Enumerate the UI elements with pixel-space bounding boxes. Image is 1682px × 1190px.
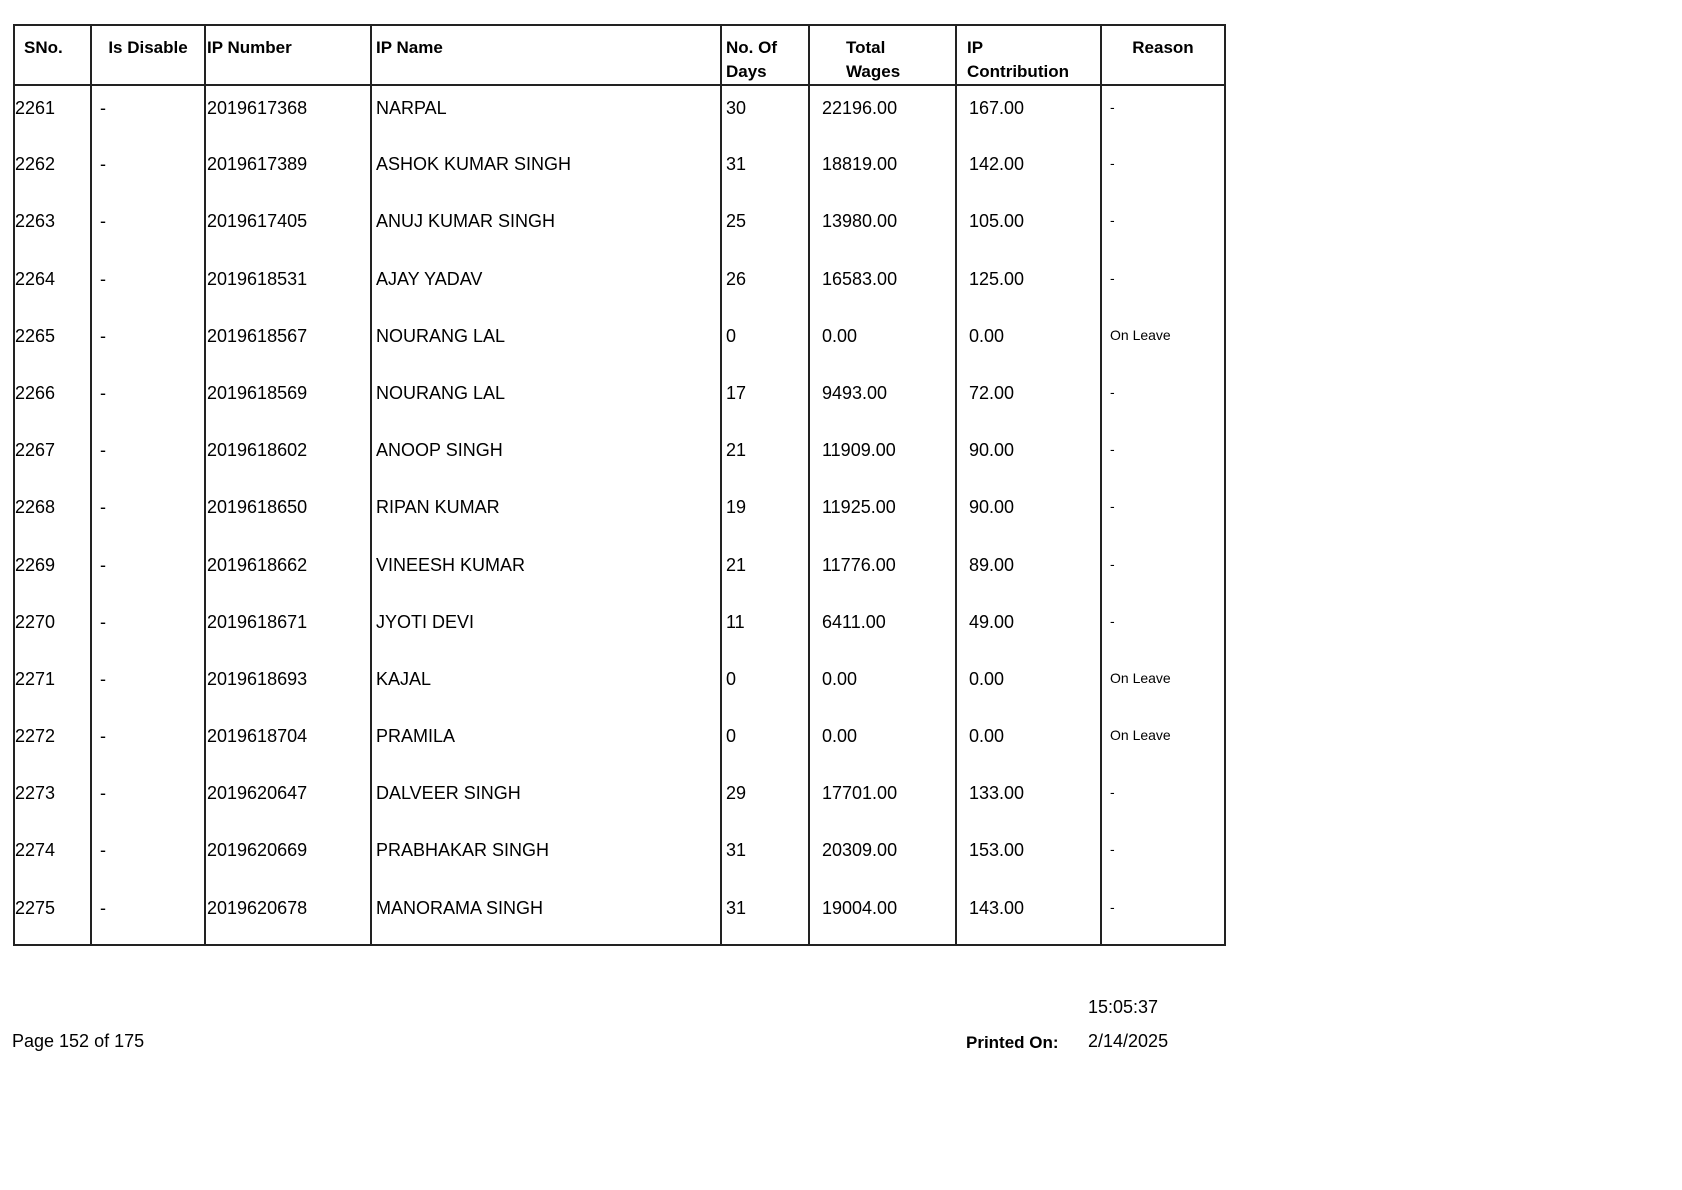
cell-ip-name: PRAMILA (371, 714, 721, 771)
cell-total-wages: 20309.00 (809, 828, 956, 885)
table-row (14, 314, 1225, 371)
cell-sno: 2265 (15, 325, 56, 346)
cell-ip-name: ASHOK KUMAR SINGH (371, 142, 721, 199)
cell-no-of-days: 25 (721, 199, 809, 256)
table-header (14, 25, 1225, 85)
cell-ip-contribution: 72.00 (956, 371, 1101, 428)
cell-ip-name: MANORAMA SINGH (371, 886, 721, 945)
cell-ip-contribution: 89.00 (956, 543, 1101, 600)
cell-reason: - (1101, 428, 1225, 485)
cell-total-wages: 18819.00 (809, 142, 956, 199)
cell-no-of-days: 31 (721, 886, 809, 945)
cell-is-disable: - (91, 714, 205, 771)
cell-total-wages: 13980.00 (809, 199, 956, 256)
cell-is-disable: - (91, 199, 205, 256)
cell-is-disable: - (91, 600, 205, 657)
cell-ip-number: 2019618671 (205, 600, 371, 657)
cell-total-wages: 16583.00 (809, 257, 956, 314)
cell-is-disable: - (91, 771, 205, 828)
header-no-of-days-line1: No. Of (726, 38, 777, 57)
cell-ip-number: 2019617368 (205, 85, 371, 142)
table-row (14, 199, 1225, 256)
cell-total-wages: 19004.00 (809, 886, 956, 945)
cell-ip-contribution: 167.00 (956, 85, 1101, 142)
cell-total-wages: 11776.00 (809, 543, 956, 600)
page-indicator: Page 152 of 175 (12, 1031, 145, 1051)
table-row (14, 428, 1225, 485)
header-is-disable: Is Disable (91, 25, 205, 85)
table-row (14, 543, 1225, 600)
cell-reason: - (1101, 828, 1225, 885)
cell-ip-contribution: 0.00 (956, 314, 1101, 371)
cell-total-wages: 11909.00 (809, 428, 956, 485)
cell-is-disable: - (91, 371, 205, 428)
cell-sno: 2264 (15, 268, 56, 289)
cell-total-wages: 9493.00 (809, 371, 956, 428)
cell-no-of-days: 30 (721, 85, 809, 142)
cell-reason: On Leave (1101, 714, 1225, 771)
cell-no-of-days: 0 (721, 314, 809, 371)
cell-is-disable: - (91, 886, 205, 945)
cell-ip-number: 2019618602 (205, 428, 371, 485)
cell-ip-name: KAJAL (371, 657, 721, 714)
header-reason: Reason (1101, 25, 1225, 85)
cell-ip-name: ANOOP SINGH (371, 428, 721, 485)
cell-no-of-days: 11 (721, 600, 809, 657)
cell-is-disable: - (91, 85, 205, 142)
cell-ip-number: 2019618531 (205, 257, 371, 314)
cell-reason: - (1101, 257, 1225, 314)
cell-is-disable: - (91, 257, 205, 314)
cell-reason: - (1101, 886, 1225, 945)
cell-sno: 2275 (15, 897, 56, 918)
cell-ip-name: NOURANG LAL (371, 314, 721, 371)
cell-ip-contribution: 49.00 (956, 600, 1101, 657)
table-body (14, 85, 1225, 945)
cell-sno: 2266 (15, 382, 56, 403)
cell-no-of-days: 21 (721, 543, 809, 600)
cell-ip-number: 2019620669 (205, 828, 371, 885)
cell-no-of-days: 0 (721, 714, 809, 771)
cell-ip-number: 2019617405 (205, 199, 371, 256)
cell-ip-number: 2019618704 (205, 714, 371, 771)
table-row (14, 257, 1225, 314)
cell-reason: - (1101, 199, 1225, 256)
cell-ip-contribution: 0.00 (956, 657, 1101, 714)
cell-reason: - (1101, 142, 1225, 199)
cell-ip-number: 2019618650 (205, 485, 371, 542)
cell-ip-contribution: 105.00 (956, 199, 1101, 256)
header-ip-contribution (956, 25, 1101, 85)
cell-ip-number: 2019620678 (205, 886, 371, 945)
cell-total-wages: 17701.00 (809, 771, 956, 828)
cell-is-disable: - (91, 142, 205, 199)
cell-sno: 2270 (15, 611, 56, 632)
cell-total-wages: 22196.00 (809, 85, 956, 142)
cell-is-disable: - (91, 657, 205, 714)
cell-sno: 2273 (15, 783, 56, 804)
cell-sno: 2262 (15, 154, 56, 175)
cell-ip-name: DALVEER SINGH (371, 771, 721, 828)
header-ip-contribution-line2: Contribution (967, 62, 1069, 81)
cell-ip-name: JYOTI DEVI (371, 600, 721, 657)
cell-sno: 2274 (15, 840, 56, 861)
table-row (14, 828, 1225, 885)
cell-no-of-days: 26 (721, 257, 809, 314)
cell-ip-name: NOURANG LAL (371, 371, 721, 428)
cell-ip-contribution: 90.00 (956, 485, 1101, 542)
cell-ip-contribution: 142.00 (956, 142, 1101, 199)
cell-no-of-days: 19 (721, 485, 809, 542)
cell-ip-contribution: 143.00 (956, 886, 1101, 945)
table-row (14, 85, 1225, 142)
cell-no-of-days: 31 (721, 142, 809, 199)
cell-ip-contribution: 133.00 (956, 771, 1101, 828)
table-row (14, 600, 1225, 657)
cell-reason: - (1101, 600, 1225, 657)
table-row (14, 142, 1225, 199)
cell-is-disable: - (91, 543, 205, 600)
cell-total-wages: 11925.00 (809, 485, 956, 542)
cell-ip-contribution: 153.00 (956, 828, 1101, 885)
cell-no-of-days: 21 (721, 428, 809, 485)
cell-ip-contribution: 0.00 (956, 714, 1101, 771)
cell-reason: On Leave (1101, 314, 1225, 371)
cell-sno: 2272 (15, 726, 56, 747)
cell-sno: 2261 (15, 98, 56, 118)
cell-sno: 2263 (15, 211, 56, 232)
table-row (14, 657, 1225, 714)
table-row (14, 771, 1225, 828)
cell-ip-number: 2019618567 (205, 314, 371, 371)
header-ip-contribution-line1: IP (967, 38, 984, 57)
cell-ip-number: 2019617389 (205, 142, 371, 199)
cell-is-disable: - (91, 428, 205, 485)
header-total-wages-line2: Wages (846, 62, 901, 81)
cell-total-wages: 6411.00 (809, 600, 956, 657)
cell-ip-name: ANUJ KUMAR SINGH (371, 199, 721, 256)
cell-no-of-days: 29 (721, 771, 809, 828)
cell-sno: 2267 (15, 440, 56, 461)
table-row (14, 371, 1225, 428)
table-row (14, 714, 1225, 771)
cell-reason: - (1101, 85, 1225, 142)
printed-on-label: Printed On: (966, 1033, 1059, 1052)
cell-is-disable: - (91, 314, 205, 371)
cell-ip-contribution: 125.00 (956, 257, 1101, 314)
cell-is-disable: - (91, 828, 205, 885)
cell-ip-number: 2019618693 (205, 657, 371, 714)
header-total-wages-line1: Total (846, 38, 886, 57)
cell-ip-name: VINEESH KUMAR (371, 543, 721, 600)
cell-reason: - (1101, 485, 1225, 542)
cell-total-wages: 0.00 (809, 714, 956, 771)
cell-total-wages: 0.00 (809, 314, 956, 371)
cell-ip-contribution: 90.00 (956, 428, 1101, 485)
cell-ip-name: RIPAN KUMAR (371, 485, 721, 542)
cell-sno: 2271 (15, 668, 56, 689)
cell-is-disable: - (91, 485, 205, 542)
cell-total-wages: 0.00 (809, 657, 956, 714)
header-ip-number: IP Number (205, 25, 371, 85)
cell-ip-number: 2019620647 (205, 771, 371, 828)
table-row (14, 485, 1225, 542)
cell-ip-name: AJAY YADAV (371, 257, 721, 314)
cell-ip-number: 2019618569 (205, 371, 371, 428)
cell-sno: 2269 (15, 554, 56, 575)
cell-ip-name: PRABHAKAR SINGH (371, 828, 721, 885)
header-no-of-days-line2: Days (726, 62, 767, 81)
cell-no-of-days: 31 (721, 828, 809, 885)
cell-no-of-days: 17 (721, 371, 809, 428)
cell-ip-number: 2019618662 (205, 543, 371, 600)
header-no-of-days (721, 25, 809, 85)
print-time: 15:05:37 (1088, 997, 1159, 1017)
cell-ip-name: NARPAL (371, 85, 721, 142)
cell-reason: On Leave (1101, 657, 1225, 714)
cell-reason: - (1101, 771, 1225, 828)
cell-reason: - (1101, 543, 1225, 600)
cell-sno: 2268 (15, 497, 56, 518)
cell-no-of-days: 0 (721, 657, 809, 714)
header-ip-name: IP Name (371, 25, 721, 85)
contribution-table (13, 24, 1226, 946)
header-sno: SNo. (14, 25, 91, 85)
table-row (14, 886, 1225, 945)
cell-reason: - (1101, 371, 1225, 428)
header-total-wages (809, 25, 956, 85)
print-date: 2/14/2025 (1088, 1031, 1169, 1051)
